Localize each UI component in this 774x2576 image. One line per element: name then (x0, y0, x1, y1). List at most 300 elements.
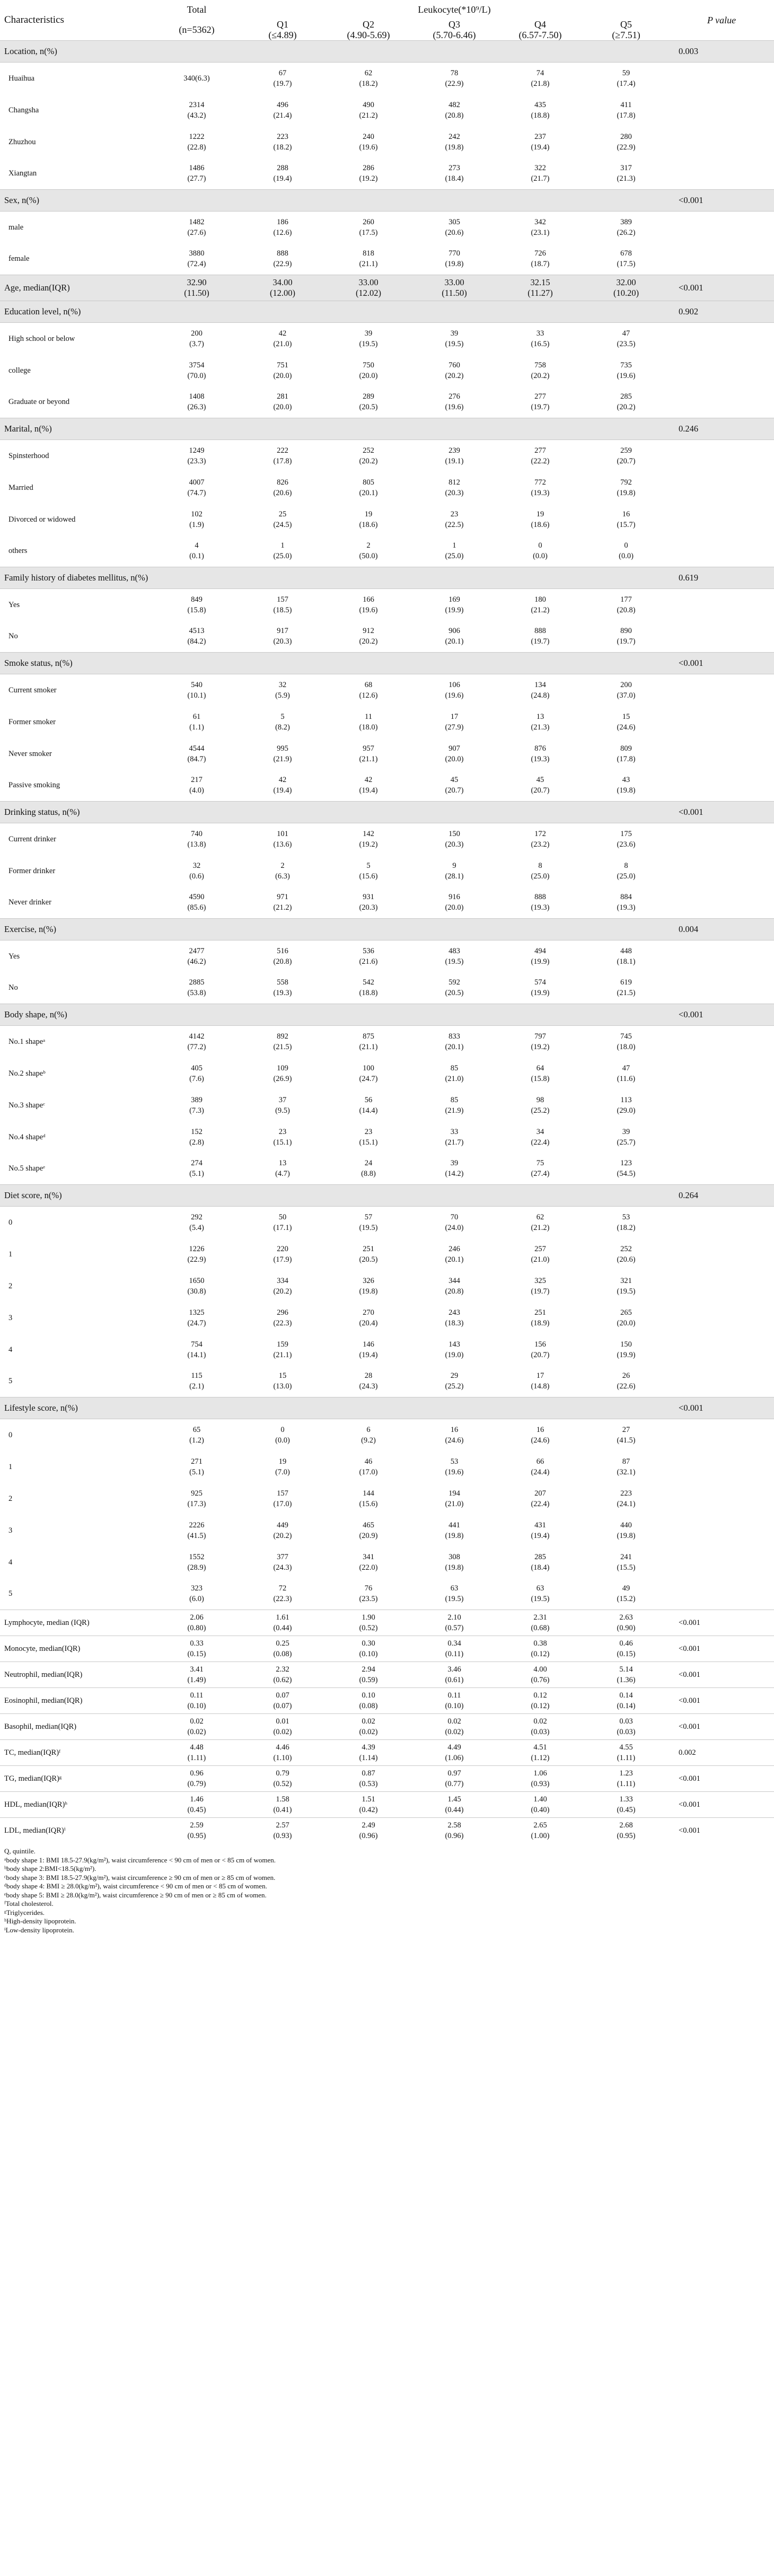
percent-value: (5.1) (189, 1170, 204, 1179)
percent-value: (15.1) (273, 1138, 292, 1147)
value-cell (240, 1121, 326, 1153)
count-value: 321 (620, 1276, 632, 1285)
value-cell (497, 472, 583, 504)
count-value: 1249 (189, 446, 205, 455)
value-cell (154, 1766, 240, 1792)
percent-value: (37.0) (617, 691, 636, 700)
percent-value: (19.4) (359, 786, 378, 795)
count-value: 0.02 (190, 1717, 204, 1726)
percent-value: (19.5) (445, 1595, 464, 1604)
percent-value: (0.52) (359, 1624, 378, 1632)
percent-value: (0.44) (445, 1806, 464, 1814)
percent-value: (24.8) (531, 691, 550, 700)
percent-value: (0.80) (187, 1624, 206, 1632)
value-cell (583, 126, 669, 158)
count-value: 2.31 (533, 1613, 547, 1622)
value-cell (154, 1792, 240, 1818)
count-value: 6 (366, 1425, 371, 1434)
count-value: 33.00 (444, 277, 464, 287)
count-value: 334 (277, 1276, 288, 1285)
percent-value: (5.9) (275, 691, 290, 700)
count-value: 17 (450, 712, 459, 721)
count-value: 2 (280, 861, 285, 870)
count-value: 1.51 (362, 1795, 375, 1804)
p-value: 0.004 (669, 919, 774, 940)
percent-value: (18.5) (273, 605, 292, 614)
value-cell (583, 972, 669, 1004)
p-value-empty (669, 1026, 774, 1058)
count-value: 449 (277, 1520, 288, 1529)
value-cell (326, 1636, 411, 1662)
count-value: 2.65 (533, 1821, 547, 1830)
count-value: 1408 (189, 392, 205, 401)
percent-value: (19.2) (359, 840, 378, 849)
percent-value: (1.1) (189, 723, 204, 732)
value-cell (326, 674, 411, 706)
value-cell (411, 589, 497, 621)
value-cell (240, 126, 326, 158)
count-value: 28 (364, 1371, 373, 1381)
percent-value: (17.1) (273, 1223, 292, 1232)
count-value: 4544 (189, 744, 205, 753)
percent-value: (21.0) (445, 1074, 464, 1083)
p-value-empty (669, 1238, 774, 1270)
p-value-empty (669, 535, 774, 567)
count-value: 0.87 (362, 1769, 375, 1778)
p-value-empty (669, 940, 774, 972)
value-cell (240, 1026, 326, 1058)
percent-value: (9.5) (275, 1106, 290, 1115)
percent-value: (1.36) (617, 1676, 636, 1684)
value-cell (326, 1270, 411, 1302)
count-value: 217 (191, 776, 203, 785)
count-value: 39 (450, 329, 459, 338)
count-value: 0.34 (447, 1639, 461, 1648)
count-value: 9 (452, 861, 456, 870)
percent-value: (19.2) (531, 1042, 550, 1051)
percent-value: (15.6) (359, 872, 378, 881)
value-cell (154, 1578, 240, 1610)
percent-value: (15.5) (617, 1563, 636, 1572)
p-value-empty (669, 355, 774, 386)
value-cell (497, 1714, 583, 1740)
percent-value: (21.4) (273, 111, 292, 120)
count-value: 758 (534, 361, 546, 370)
percent-value: (19.8) (445, 1563, 464, 1572)
value-cell (411, 1688, 497, 1714)
p-value-empty (669, 126, 774, 158)
count-value: 542 (363, 978, 374, 987)
value-cell (497, 1688, 583, 1714)
value-cell (326, 504, 411, 535)
count-value: 809 (620, 744, 632, 753)
value-cell (411, 1366, 497, 1397)
count-value: 143 (448, 1340, 460, 1349)
value-cell (411, 243, 497, 275)
percent-value: (17.5) (617, 260, 636, 269)
percent-value: (0.59) (359, 1676, 378, 1684)
value-cell (583, 212, 669, 243)
value-cell (154, 504, 240, 535)
value-cell (411, 823, 497, 855)
table-row (0, 1578, 774, 1610)
value-cell (497, 1207, 583, 1238)
p-value: <0.001 (669, 1397, 774, 1419)
header-quintile: Q1 (≤4.89) (268, 19, 297, 40)
value-cell (583, 1546, 669, 1578)
value-cell (326, 621, 411, 653)
row-label: Current smoker (8, 685, 57, 694)
value-cell (583, 1636, 669, 1662)
count-value: 465 (363, 1520, 374, 1529)
count-value: 85 (450, 1063, 459, 1072)
value-cell (583, 243, 669, 275)
footnote: ᶜbody shape 3: BMI 18.5-27.9(kg/m²), waist circumference ≥ 90 cm of men or ≥ 85 cm of women. (4, 1873, 276, 1882)
value-cell (583, 158, 669, 190)
p-value-empty (669, 1270, 774, 1302)
table-row (0, 1334, 774, 1366)
percent-value: (6.3) (275, 872, 290, 881)
percent-value: (5.4) (189, 1223, 204, 1232)
count-value: 619 (620, 978, 632, 987)
percent-value: (21.1) (359, 754, 378, 763)
p-value-empty (669, 243, 774, 275)
value-cell (497, 823, 583, 855)
percent-value: (1.06) (445, 1754, 464, 1762)
value-cell (497, 158, 583, 190)
value-cell (583, 770, 669, 802)
value-cell (154, 1636, 240, 1662)
value-cell (326, 1238, 411, 1270)
count-value: 13 (278, 1159, 287, 1168)
count-value: 540 (191, 680, 203, 689)
percent-value: (20.6) (617, 1255, 636, 1264)
table-row (0, 770, 774, 802)
percent-value: (19.8) (445, 143, 464, 152)
value-cell (583, 823, 669, 855)
percent-value: (19.5) (445, 339, 464, 348)
percent-value: (0.44) (273, 1624, 292, 1632)
median-row (0, 1610, 774, 1636)
count-value: 32 (278, 680, 287, 689)
value-cell (411, 323, 497, 355)
count-value: 207 (534, 1489, 546, 1498)
count-value: 411 (620, 100, 632, 109)
value-cell (326, 1688, 411, 1714)
percent-value: (20.0) (617, 1318, 636, 1327)
percent-value: (20.1) (445, 637, 464, 646)
value-cell (326, 706, 411, 738)
percent-value: (0.79) (187, 1780, 206, 1788)
value-cell (154, 1238, 240, 1270)
value-cell (411, 472, 497, 504)
count-value: 246 (448, 1244, 460, 1253)
header-quintile: Q5 (≥7.51) (612, 19, 640, 40)
count-value: 273 (448, 164, 460, 173)
count-value: 17 (536, 1371, 544, 1381)
count-value: 1.90 (362, 1613, 375, 1622)
row-label: 4 (8, 1558, 13, 1567)
count-value: 0 (624, 541, 628, 550)
section-label: Body shape, n(%) (0, 1004, 154, 1026)
count-value: 340(6.3) (183, 74, 210, 83)
p-value-empty (669, 472, 774, 504)
row-label: 1 (8, 1250, 13, 1259)
row-label: Huaihua (8, 74, 35, 83)
p-value: <0.001 (679, 1696, 700, 1705)
count-value: 745 (620, 1032, 632, 1041)
count-value: 53 (622, 1212, 630, 1221)
count-value: 289 (363, 392, 374, 401)
table-row (0, 1238, 774, 1270)
percent-value: (74.7) (187, 488, 206, 497)
count-value: 322 (534, 164, 546, 173)
percent-value: (19.5) (445, 957, 464, 966)
percent-value: (18.2) (617, 1223, 636, 1232)
footnote: ⁱLow-density lipoprotein. (4, 1926, 74, 1934)
percent-value: (22.6) (617, 1382, 636, 1391)
section-filler (154, 802, 669, 823)
percent-value: (11.27) (527, 288, 553, 298)
section-filler (154, 418, 669, 440)
count-value: 4007 (189, 478, 205, 487)
percent-value: (5.1) (189, 1467, 204, 1476)
count-value: 15 (622, 712, 630, 721)
percent-value: (20.2) (273, 1531, 292, 1540)
percent-value: (19.3) (273, 989, 292, 998)
percent-value: (23.6) (617, 840, 636, 849)
count-value: 0.02 (362, 1717, 375, 1726)
percent-value: (0.96) (445, 1832, 464, 1841)
table-row (0, 126, 774, 158)
percent-value: (1.14) (359, 1754, 378, 1762)
p-value-empty (669, 1207, 774, 1238)
percent-value: (0.90) (617, 1624, 636, 1632)
count-value: 72 (278, 1584, 287, 1593)
section-header-row (0, 418, 774, 440)
percent-value: (25.0) (273, 552, 292, 561)
p-value: <0.001 (679, 1645, 700, 1653)
percent-value: (19.0) (445, 1350, 464, 1359)
percent-value: (26.2) (617, 228, 636, 237)
count-value: 277 (534, 446, 546, 455)
value-cell (411, 1636, 497, 1662)
percent-value: (0.1) (189, 552, 204, 561)
section-filler (154, 567, 669, 589)
percent-value: (20.5) (445, 989, 464, 998)
percent-value: (21.3) (617, 174, 636, 183)
percent-value: (21.5) (617, 989, 636, 998)
count-value: 33.00 (358, 277, 379, 287)
value-cell (497, 1366, 583, 1397)
percent-value: (41.5) (617, 1436, 636, 1445)
count-value: 47 (622, 329, 630, 338)
value-cell (583, 589, 669, 621)
count-value: 194 (448, 1489, 460, 1498)
row-label: 5 (8, 1377, 13, 1386)
percent-value: (19.3) (531, 488, 550, 497)
value-cell (583, 1818, 669, 1844)
section-label: Family history of diabetes mellitus, n(%) (0, 567, 154, 589)
count-value: 288 (277, 164, 288, 173)
value-cell (240, 1636, 326, 1662)
percent-value: (19.9) (617, 1350, 636, 1359)
percent-value: (20.2) (617, 403, 636, 412)
count-value: 85 (450, 1095, 459, 1104)
value-cell (411, 1610, 497, 1636)
percent-value: (20.3) (445, 840, 464, 849)
table-row (0, 823, 774, 855)
percent-value: (0.15) (187, 1650, 206, 1658)
percent-value: (19.7) (273, 79, 292, 88)
percent-value: (20.6) (445, 228, 464, 237)
count-value: 0.33 (190, 1639, 204, 1648)
value-cell (240, 323, 326, 355)
value-cell (326, 1515, 411, 1546)
count-value: 241 (620, 1552, 632, 1561)
value-cell (326, 440, 411, 472)
count-value: 912 (363, 627, 374, 636)
percent-value: (9.2) (361, 1436, 376, 1445)
table-row (0, 940, 774, 972)
section-header-row (0, 1397, 774, 1419)
value-cell (326, 1058, 411, 1089)
value-cell (411, 738, 497, 770)
count-value: 252 (363, 446, 374, 455)
count-value: 259 (620, 446, 632, 455)
count-value: 68 (364, 680, 373, 689)
value-cell (240, 1302, 326, 1334)
count-value: 157 (277, 595, 288, 604)
p-value-empty (669, 738, 774, 770)
row-label: TG, median(IQR)ᵍ (4, 1774, 62, 1783)
row-label: Passive smoking (8, 781, 60, 790)
value-cell (240, 940, 326, 972)
section-label: Age, median(IQR) (0, 275, 154, 301)
percent-value: (3.7) (189, 339, 204, 348)
count-value: 57 (364, 1212, 373, 1221)
percent-value: (20.2) (531, 371, 550, 380)
count-value: 792 (620, 478, 632, 487)
count-value: 159 (277, 1340, 288, 1349)
row-label: others (8, 547, 28, 556)
p-value-empty (669, 94, 774, 126)
count-value: 971 (277, 893, 288, 902)
table-row (0, 589, 774, 621)
percent-value: (0.10) (187, 1702, 206, 1710)
p-value: <0.001 (669, 653, 774, 674)
count-value: 0.01 (276, 1717, 289, 1726)
count-value: 482 (448, 100, 460, 109)
value-cell (411, 940, 497, 972)
count-value: 65 (192, 1425, 201, 1434)
section-filler (154, 190, 669, 212)
count-value: 62 (364, 68, 373, 77)
p-value: <0.001 (679, 1671, 700, 1679)
footnote: ᵉbody shape 5: BMI ≥ 28.0(kg/m²), waist circumference ≥ 90 cm of men or ≥ 85 cm of women. (4, 1891, 267, 1899)
count-value: 826 (277, 478, 288, 487)
percent-value: (19.8) (445, 260, 464, 269)
count-value: 888 (277, 249, 288, 258)
count-value: 34.00 (272, 277, 293, 287)
count-value: 19 (536, 509, 544, 518)
count-value: 271 (191, 1457, 203, 1466)
count-value: 1.23 (619, 1769, 633, 1778)
value-cell (154, 1419, 240, 1451)
count-value: 25 (278, 509, 287, 518)
count-value: 292 (191, 1212, 203, 1221)
percent-value: (0.02) (187, 1728, 206, 1736)
percent-value: (28.9) (187, 1563, 206, 1572)
percent-value: (17.8) (617, 111, 636, 120)
percent-value: (0.76) (531, 1676, 550, 1684)
value-cell (154, 972, 240, 1004)
row-label: Neutrophil, median(IQR) (4, 1671, 83, 1679)
value-cell (497, 1419, 583, 1451)
value-cell (583, 472, 669, 504)
percent-value: (12.02) (355, 288, 382, 298)
p-value-empty (669, 1334, 774, 1366)
value-cell (154, 674, 240, 706)
count-value: 32.90 (187, 277, 207, 287)
value-cell (240, 212, 326, 243)
count-value: 818 (363, 249, 374, 258)
count-value: 237 (534, 132, 546, 141)
row-label: female (8, 254, 30, 263)
percent-value: (23.2) (531, 840, 550, 849)
percent-value: (18.9) (531, 1318, 550, 1327)
percent-value: (24.7) (359, 1074, 378, 1083)
p-value-empty (669, 504, 774, 535)
count-value: 341 (363, 1552, 374, 1561)
section-label: Location, n(%) (0, 41, 154, 63)
count-value: 15 (278, 1371, 287, 1381)
value-cell (583, 738, 669, 770)
count-value: 0 (280, 1425, 285, 1434)
count-value: 2.57 (276, 1821, 289, 1830)
p-value-empty (669, 212, 774, 243)
percent-value: (19.9) (531, 989, 550, 998)
value-cell (326, 1302, 411, 1334)
count-value: 2.58 (447, 1821, 461, 1830)
table-row (0, 1483, 774, 1515)
percent-value: (20.8) (617, 605, 636, 614)
value-cell (411, 158, 497, 190)
count-value: 2885 (189, 978, 205, 987)
value-cell (154, 275, 240, 301)
count-value: 62 (536, 1212, 544, 1221)
count-value: 323 (191, 1584, 203, 1593)
value-cell (411, 1058, 497, 1089)
value-cell (411, 535, 497, 567)
value-cell (497, 535, 583, 567)
value-cell (240, 1270, 326, 1302)
percent-value: (24.0) (445, 1223, 464, 1232)
value-cell (497, 972, 583, 1004)
value-cell (411, 1238, 497, 1270)
value-cell (154, 1334, 240, 1366)
value-cell (411, 1419, 497, 1451)
count-value: 296 (277, 1308, 288, 1317)
percent-value: (13.6) (273, 840, 292, 849)
value-cell (497, 1766, 583, 1792)
median-row (0, 1792, 774, 1818)
percent-value: (20.5) (359, 403, 378, 412)
row-label: No (8, 632, 18, 641)
percent-value: (0.77) (445, 1780, 464, 1788)
percent-value: (19.8) (617, 1531, 636, 1540)
count-value: 78 (450, 68, 459, 77)
